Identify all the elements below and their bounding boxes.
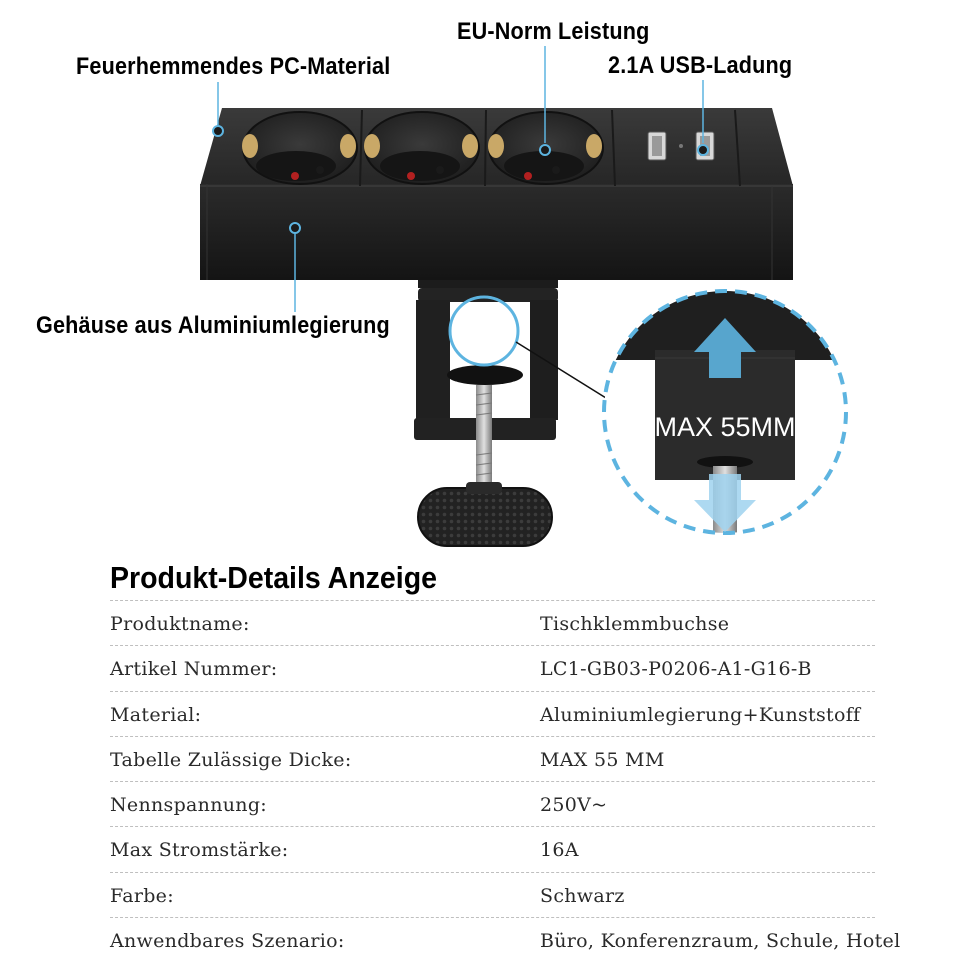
- table-row: [110, 601, 875, 646]
- row-label: Material:: [110, 703, 202, 726]
- row-value: Schwarz: [540, 884, 625, 907]
- schuko-socket-icon: [242, 112, 357, 184]
- row-value: LC1-GB03-P0206-A1-G16-B: [540, 658, 812, 681]
- row-label: Farbe:: [110, 884, 174, 907]
- row-value: 250V~: [540, 794, 608, 817]
- callout-usb: 2.1A USB-Ladung: [608, 52, 793, 79]
- clamp-knob: [418, 482, 552, 546]
- row-value: Büro, Konferenzraum, Schule, Hotel: [540, 930, 901, 953]
- table-row: [110, 918, 901, 962]
- row-value: 16A: [540, 839, 579, 862]
- row-label: Artikel Nummer:: [110, 658, 278, 681]
- row-label: Max Stromstärke:: [110, 839, 289, 862]
- row-value: Tischklemmbuchse: [540, 613, 730, 635]
- table-row: [110, 782, 875, 827]
- row-value: MAX 55 MM: [540, 748, 665, 771]
- desk-clamp: [414, 280, 558, 485]
- zoom-max-label: MAX 55MM: [654, 412, 796, 442]
- callout-pc-material: Feuerhemmendes PC-Material: [76, 53, 391, 80]
- table-row: [110, 873, 875, 918]
- callout-aluminium: Gehäuse aus Aluminiumlegierung: [36, 312, 390, 339]
- row-label: Produktname:: [110, 613, 250, 635]
- row-label: Anwendbares Szenario:: [110, 930, 345, 953]
- details-heading: Produkt-Details Anzeige: [110, 560, 437, 595]
- table-row: [110, 646, 875, 691]
- row-label: Nennspannung:: [110, 794, 267, 817]
- schuko-socket-icon: [364, 112, 479, 184]
- row-label: Tabelle Zulässige Dicke:: [110, 748, 352, 771]
- details-table: [110, 600, 901, 962]
- clamp-highlight-circle: [450, 297, 518, 365]
- table-row: [110, 827, 875, 872]
- row-value: Aluminiumlegierung+Kunststoff: [540, 703, 861, 726]
- callout-eu-norm: EU-Norm Leistung: [457, 18, 650, 45]
- zoom-connector-line: [516, 342, 606, 398]
- table-row: [110, 737, 875, 782]
- table-row: [110, 692, 875, 737]
